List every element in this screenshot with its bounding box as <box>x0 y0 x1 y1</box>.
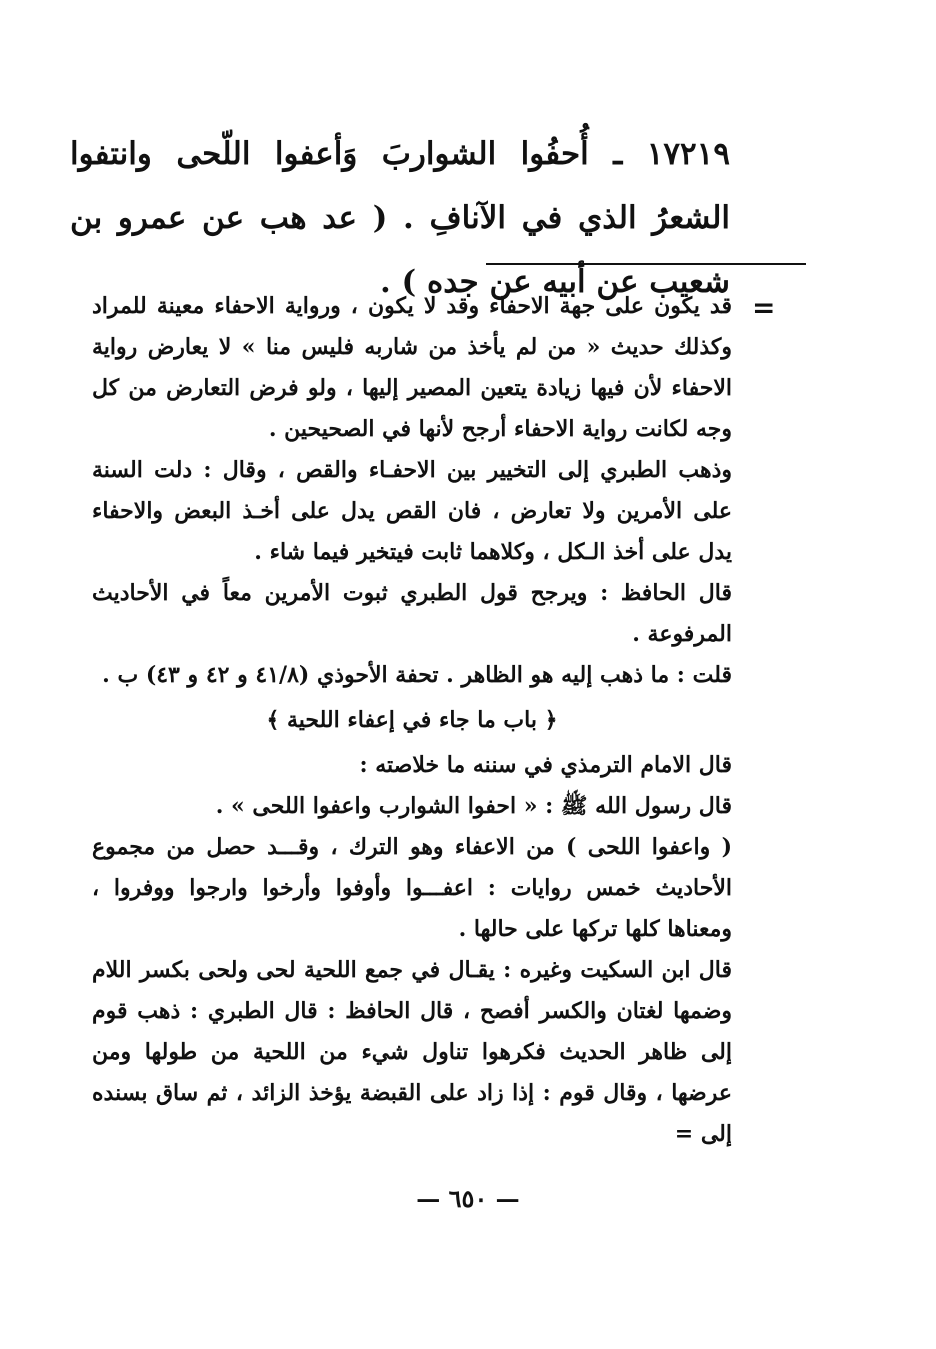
commentary-paragraph: ( واعفوا اللحى ) من الاعفاء وهو الترك ، وقـــد حصل من مجموع الأحاديث خمس روايات : اعفـــوا وأوفوا وأرخوا وارجوا ووفروا ، ومعناها كلها تركها على حالها . <box>92 834 732 942</box>
section-heading: ﴿ باب ما جاء في إعفاء اللحية ﴾ <box>266 707 558 733</box>
commentary-paragraph: قال ابن السكيت وغيره : يقـال في جمع اللحية لحى ولحى بكسر اللام وضمها لغتان والكسر أفصح ، قال الحافظ : قال الطبري : ذهب قوم إلى ظاهر الحديث فكرهوا تناول شيء من اللحية من طولها ومن عرضها ، وقال قوم : إذا زاد على القبضة يؤخذ الزائد ، ثم ساق بسنده إلى = <box>92 957 732 1147</box>
hadith-text: ١٧٢١٩ ـ أُحفُوا الشواربَ وَأعفوا اللّحى وانتفوا الشعرُ الذي في الآنافِ . ( عد هب عن عمرو بن شعيب عن أبيه عن جده ) . <box>70 136 730 300</box>
commentary-paragraph: قال الامام الترمذي في سننه ما خلاصته : <box>359 752 732 778</box>
commentary-footnote <box>92 286 732 1155</box>
commentary-paragraph: قلت : ما ذهب إليه هو الظاهر . تحفة الأحوذي (٤١/٨ و ٤٢ و ٤٣) ب . <box>102 662 732 688</box>
footnote-separator-rule <box>486 263 806 265</box>
commentary-paragraph: قال الحافظ : ويرجح قول الطبري ثبوت الأمرين معاً في الأحاديث المرفوعة . <box>92 580 732 647</box>
page-number: — ٦٥٠ — <box>416 1184 520 1213</box>
continuation-mark: = <box>752 291 776 324</box>
commentary-paragraph: قد يكون على جهة الاحفاء وقد لا يكون ، ورواية الاحفاء معينة للمراد وكذلك حديث « من لم يأخذ من شاربه فليس منا » لا يعارض رواية الاحفاء لأن فيها زيادة يتعين المصير إليها ، ولو فرض التعارض من كل وجه لكانت رواية الاحفاء أرجح لأنها في الصحيحين . <box>92 293 732 442</box>
commentary-paragraph: وذهب الطبري إلى التخيير بين الاحفـاء والقص ، وقال : دلت السنة على الأمرين ولا تعارض ، فان القص يدل على أخـذ البعض والاحفاء يدل على أخذ الـكل ، وكلاهما ثابت فيتخير فيما شاء . <box>92 457 732 565</box>
commentary-paragraph: قال رسول الله ﷺ : « احفوا الشوارب واعفوا اللحى » . <box>215 793 732 819</box>
